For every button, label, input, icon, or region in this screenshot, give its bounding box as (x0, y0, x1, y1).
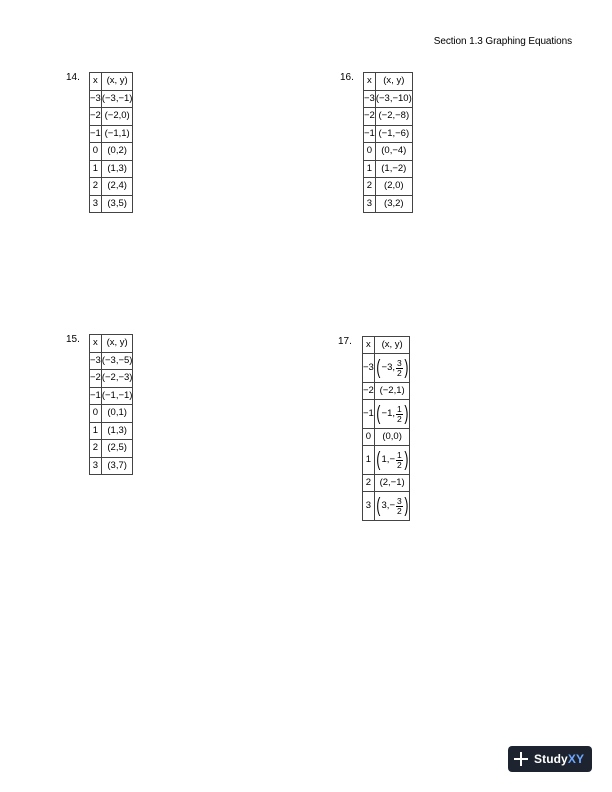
problem-number: 17. (338, 336, 352, 347)
col-header-xy: (x, y) (101, 73, 133, 91)
cell-xy: (−2,−3) (101, 370, 133, 388)
fraction-numerator: 1 (397, 449, 402, 460)
table-row (363, 492, 410, 521)
table-row (90, 108, 133, 126)
table-header-row (90, 335, 133, 353)
table-row (90, 352, 133, 370)
cell-xy: (3,2) (375, 195, 412, 213)
cell-xy: (3,7) (101, 457, 133, 475)
cell-xy: (1,−2) (375, 160, 412, 178)
table-row (90, 178, 133, 196)
table-row (364, 90, 413, 108)
cell-x: −2 (364, 108, 376, 126)
cell-x: 1 (90, 422, 102, 440)
cell-xy: (1,3) (101, 160, 133, 178)
page-header: Section 1.3 Graphing Equations (433, 36, 572, 47)
table-row (90, 195, 133, 213)
cell-x: −2 (363, 383, 375, 400)
fraction (396, 359, 403, 378)
table-header-row (363, 337, 410, 354)
cell-x: −1 (364, 125, 376, 143)
table-row (363, 429, 410, 446)
fraction (396, 451, 403, 470)
cell-xy: (0,1) (101, 405, 133, 423)
table-row (363, 475, 410, 492)
cell-xy: (−2,−8) (375, 108, 412, 126)
col-header-x: x (364, 73, 376, 91)
studyxy-logo (508, 746, 592, 772)
cell-xy: (0,2) (101, 143, 133, 161)
xy-table (89, 72, 133, 213)
cell-x: −1 (90, 125, 102, 143)
cell-xy: (−1,−1) (101, 387, 133, 405)
cell-xy: (−2,0) (101, 108, 133, 126)
col-header-xy: (x, y) (374, 337, 410, 354)
table-row (90, 440, 133, 458)
xy-table (362, 336, 410, 521)
cell-x: −2 (90, 370, 102, 388)
problem-number: 16. (340, 72, 354, 83)
cell-x: 0 (90, 143, 102, 161)
col-header-x: x (363, 337, 375, 354)
cell-xy: (2,4) (101, 178, 133, 196)
cell-xy: (3,5) (101, 195, 133, 213)
table-row (363, 446, 410, 475)
table-row (363, 383, 410, 400)
cell-x: 0 (90, 405, 102, 423)
cell-xy: (−1,−6) (375, 125, 412, 143)
problem-number: 15. (66, 334, 80, 345)
table-row (90, 90, 133, 108)
cell-x: 0 (364, 143, 376, 161)
cell-x: 3 (90, 457, 102, 475)
pair-prefix: 3,− (381, 500, 395, 511)
table-row (90, 160, 133, 178)
table-row (90, 125, 133, 143)
table-row (364, 108, 413, 126)
fraction-denominator: 2 (397, 367, 402, 378)
table-row (364, 178, 413, 196)
col-header-x: x (90, 335, 102, 353)
cell-xy: (0,0) (374, 429, 410, 446)
cell-x: 0 (363, 429, 375, 446)
fraction (396, 405, 403, 424)
cell-x: −3 (90, 352, 102, 370)
cell-x: −3 (90, 90, 102, 108)
table-header-row (364, 73, 413, 91)
table-row (364, 143, 413, 161)
pair-prefix: −1, (381, 408, 395, 419)
fraction-denominator: 2 (397, 505, 402, 516)
cell-x: 1 (364, 160, 376, 178)
cell-x: −1 (363, 400, 375, 429)
table-row (363, 354, 410, 383)
cell-x: −2 (90, 108, 102, 126)
cell-x: −3 (364, 90, 376, 108)
pair-prefix: 1,− (381, 454, 395, 465)
cell-x: 2 (90, 440, 102, 458)
fraction-numerator: 3 (397, 495, 402, 506)
col-header-xy: (x, y) (101, 335, 133, 353)
table-row (90, 422, 133, 440)
cell-x: −3 (363, 354, 375, 383)
problem-number: 14. (66, 72, 80, 83)
cell-x: −1 (90, 387, 102, 405)
cell-x: 3 (364, 195, 376, 213)
cell-xy: (2,0) (375, 178, 412, 196)
cell-xy: (−3,−1) (101, 90, 133, 108)
cell-xy: (2,5) (101, 440, 133, 458)
cell-xy: (−2,1) (374, 383, 410, 400)
fraction-denominator: 2 (397, 459, 402, 470)
cell-xy: ( −3, $\frac{3}{2}$ ) (374, 354, 410, 383)
fraction (396, 497, 403, 516)
table-row (364, 160, 413, 178)
table-row (364, 195, 413, 213)
cell-xy: ( −1, $\frac{1}{2}$ ) (374, 400, 410, 429)
fraction-denominator: 2 (397, 413, 402, 424)
cell-x: 1 (363, 446, 375, 475)
xy-table (363, 72, 413, 213)
col-header-x: x (90, 73, 102, 91)
cell-x: 3 (363, 492, 375, 521)
logo-text (534, 752, 584, 766)
cell-xy: ( 1,− $\frac{1}{2}$ ) (374, 446, 410, 475)
logo-text-study: Study (534, 752, 568, 766)
cell-xy: (2,−1) (374, 475, 410, 492)
plus-icon (514, 752, 528, 766)
cell-x: 2 (363, 475, 375, 492)
cell-x: 2 (364, 178, 376, 196)
cell-x: 2 (90, 178, 102, 196)
table-row (90, 143, 133, 161)
cell-xy: (1,3) (101, 422, 133, 440)
table-row (363, 400, 410, 429)
cell-x: 1 (90, 160, 102, 178)
table-row (90, 370, 133, 388)
logo-text-xy: XY (567, 752, 585, 766)
table-header-row (90, 73, 133, 91)
cell-xy: (−1,1) (101, 125, 133, 143)
cell-xy: (0,−4) (375, 143, 412, 161)
cell-xy: (−3,−5) (101, 352, 133, 370)
cell-x: 3 (90, 195, 102, 213)
pair-prefix: −3, (381, 362, 395, 373)
table-row (90, 457, 133, 475)
table-row (364, 125, 413, 143)
table-row (90, 405, 133, 423)
cell-xy: (−3,−10) (375, 90, 412, 108)
xy-table (89, 334, 133, 475)
col-header-xy: (x, y) (375, 73, 412, 91)
fraction-numerator: 3 (397, 357, 402, 368)
fraction-numerator: 1 (397, 403, 402, 414)
cell-xy: ( 3,− $\frac{3}{2}$ ) (374, 492, 410, 521)
table-row (90, 387, 133, 405)
